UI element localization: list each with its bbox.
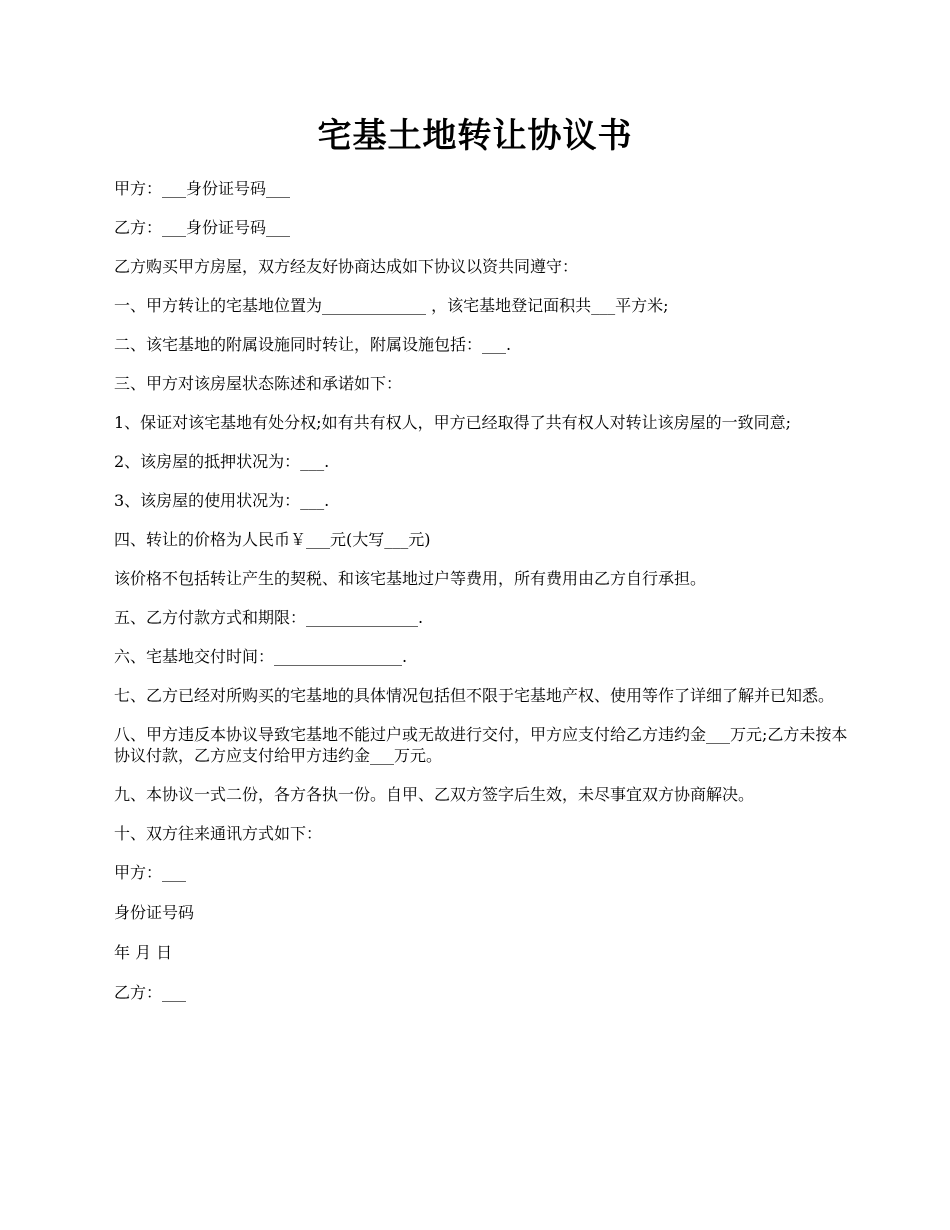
party-a-line: 甲方：___身份证号码___ [114,179,291,198]
clause-5: 五、乙方付款方式和期限：______________. [114,608,424,627]
document-title: 宅基土地转让协议书 [317,116,633,156]
clause-8: 八、甲方违反本协议导致宅基地不能过户或无故进行交付，甲方应支付给乙方违约金___万元;乙方未按本协议付款，乙方应支付给甲方违约金___万元。 [114,725,848,765]
document-body [114,178,854,1022]
clause-9: 九、本协议一式二份，各方各执一份。自甲、乙双方签字后生效，未尽事宜双方协商解决。 [114,785,755,804]
signature-party-b: 乙方：___ [114,983,187,1002]
clause-3-item-3: 3、该房屋的使用状况为：___. [114,491,330,510]
clause-3-item-2: 2、该房屋的抵押状况为：___. [114,452,330,471]
party-b-line: 乙方：___身份证号码___ [114,218,291,237]
signature-id-number: 身份证号码 [114,903,195,922]
preamble: 乙方购买甲方房屋，双方经友好协商达成如下协议以资共同遵守： [114,257,579,276]
clause-6: 六、宅基地交付时间：________________. [114,647,408,666]
clause-4: 四、转让的价格为人民币￥___元(大写___元) [114,530,431,549]
clause-3-item-1: 1、保证对该宅基地有处分权;如有共有权人，甲方已经取得了共有权人对转让该房屋的一致同意; [114,413,791,432]
clause-1: 一、甲方转让的宅基地位置为_____________ ，该宅基地登记面积共___平方米; [114,296,669,315]
clause-3: 三、甲方对该房屋状态陈述和承诺如下： [114,374,403,393]
signature-party-a: 甲方：___ [114,863,187,882]
clause-10: 十、双方往来通讯方式如下： [114,824,323,843]
clause-4-note: 该价格不包括转让产生的契税、和该宅基地过户等费用，所有费用由乙方自行承担。 [114,569,707,588]
signature-date: 年 月 日 [114,943,173,962]
clause-2: 二、该宅基地的附属设施同时转让，附属设施包括：___. [114,335,512,354]
clause-7: 七、乙方已经对所购买的宅基地的具体情况包括但不限于宅基地产权、使用等作了详细了解并已知悉。 [114,686,835,705]
